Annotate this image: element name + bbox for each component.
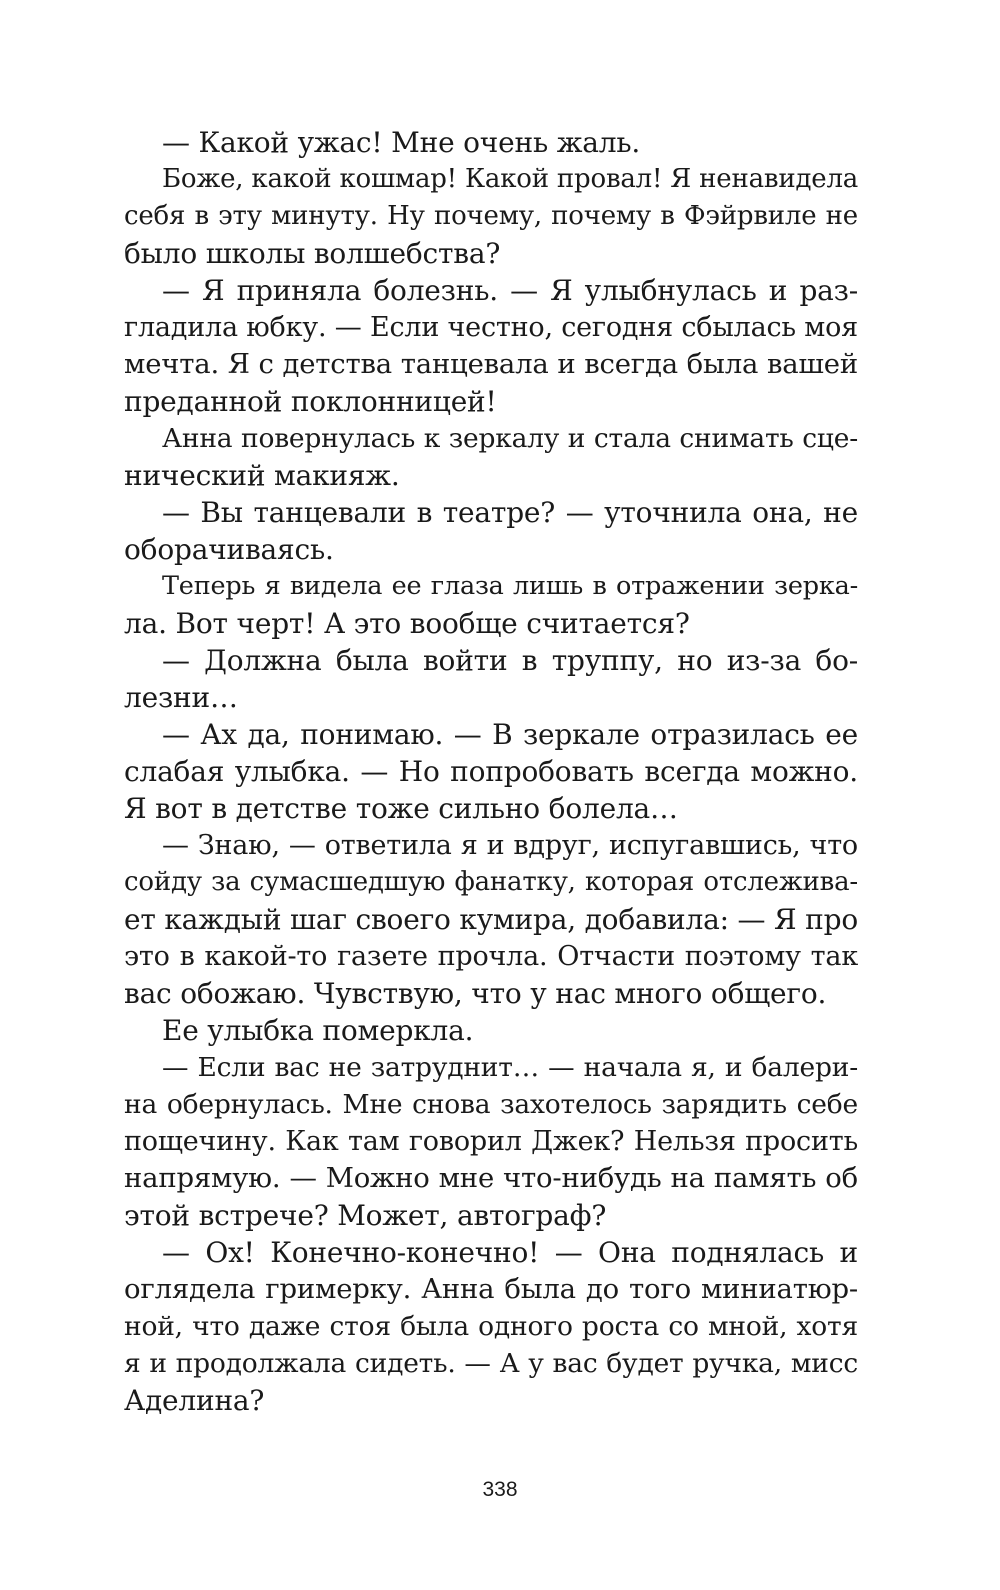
text-line: — Если вас не затруднит… — начала я, и балери- — [162, 1052, 858, 1083]
page-number: 338 — [482, 1478, 518, 1501]
text-line: гладила юбку. — Если честно, сегодня сбылась моя — [124, 312, 858, 343]
text-line: оборачиваясь. — [124, 533, 334, 566]
text-line: это в какой-то газете прочла. Отчасти поэтому так — [124, 941, 858, 972]
text-line: Теперь я видела ее глаза лишь в отражении зерка- — [162, 571, 858, 601]
text-line: я и продолжала сидеть. — А у вас будет ручка, мисс — [124, 1348, 858, 1379]
text-line: ет каждый шаг своего кумира, добавила: — Я про — [124, 903, 858, 936]
text-line: — Ох! Конечно-конечно! — Она поднялась и — [162, 1236, 858, 1269]
text-line: ной, что даже стоя была одного роста со мной, хотя — [124, 1311, 858, 1342]
text-line: ла. Вот черт! А это вообще считается? — [124, 607, 690, 640]
text-line: Ее улыбка померкла. — [162, 1014, 474, 1047]
text-line: пощечину. Как там говорил Джек? Нельзя просить — [124, 1126, 858, 1157]
text-line: нический макияж. — [124, 459, 400, 492]
text-line: этой встрече? Может, автограф? — [124, 1199, 607, 1232]
text-line: — Ах да, понимаю. — В зеркале отразилась ее — [162, 718, 858, 751]
text-line: Анна повернулась к зеркалу и стала снимать сце- — [162, 423, 858, 454]
text-line: себя в эту минуту. Ну почему, почему в Фэйрвиле не — [124, 201, 858, 231]
text-line: на обернулась. Мне снова захотелось зарядить себе — [124, 1089, 858, 1120]
text-line: — Знаю, — ответила я и вдруг, испугавшись, что — [162, 830, 858, 861]
text-line: — Вы танцевали в театре? — уточнила она, не — [162, 496, 858, 529]
text-line: вас обожаю. Чувствую, что у нас много общего. — [124, 977, 827, 1010]
text-line: Боже, какой кошмар! Какой провал! Я ненавидела — [162, 164, 859, 194]
text-line: преданной поклонницей! — [124, 385, 497, 418]
text-line: было школы волшебства? — [124, 237, 501, 270]
text-line: — Какой ужас! Мне очень жаль. — [162, 126, 641, 159]
text-line: — Я приняла болезнь. — Я улыбнулась и раз- — [162, 274, 858, 307]
page-text — [124, 124, 858, 1419]
text-line: мечта. Я с детства танцевала и всегда была вашей — [124, 348, 858, 380]
text-line: сойду за сумасшедшую фанатку, которая отслежива- — [124, 867, 858, 897]
text-line: оглядела гримерку. Анна была до того миниатюр- — [124, 1273, 858, 1305]
text-line: Я вот в детстве тоже сильно болела… — [124, 792, 678, 825]
text-line: — Должна была войти в труппу, но из-за бо- — [162, 644, 858, 677]
text-line: лезни… — [124, 681, 238, 714]
text-line: слабая улыбка. — Но попробовать всегда можно. — [124, 755, 858, 788]
text-line: напрямую. — Можно мне что-нибудь на память об — [124, 1162, 858, 1194]
text-line: Аделина? — [124, 1384, 265, 1417]
